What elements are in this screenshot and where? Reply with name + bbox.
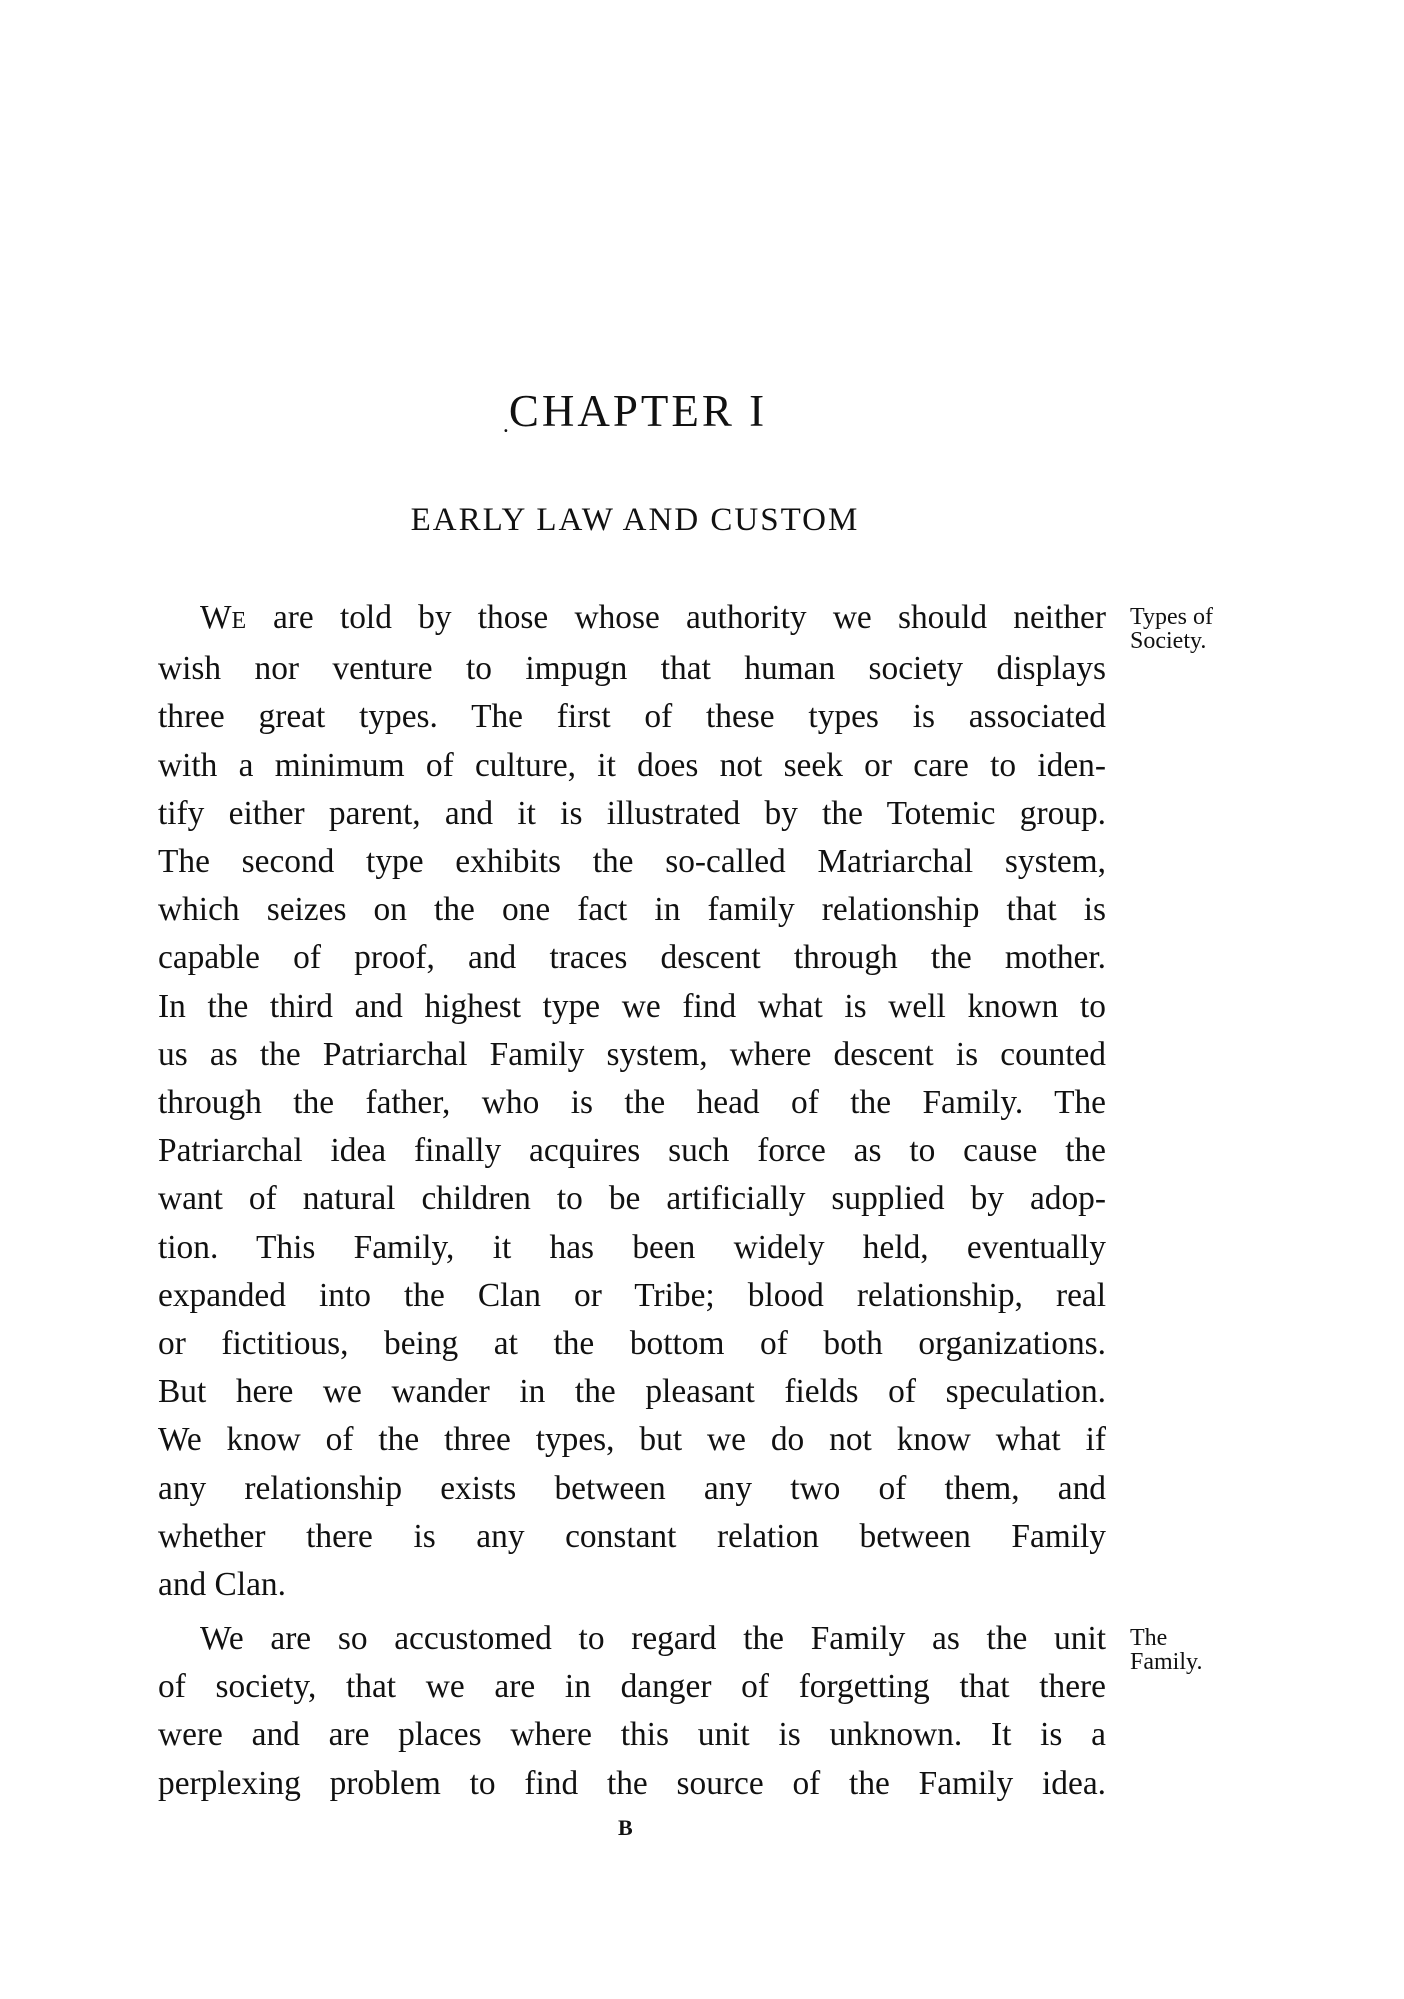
paragraph-line: of society, that we are in danger of forgetting that there [158, 1668, 1106, 1706]
paragraph-line: We know of the three types, but we do not know what if [158, 1421, 1106, 1459]
paragraph-1 [158, 594, 1106, 1609]
paragraph-line: In the third and highest type we find what is well known to [158, 987, 1106, 1025]
signature-mark: B [618, 1815, 633, 1840]
paragraph-line: tify either parent, and it is illustrated by the Totemic group. [158, 794, 1106, 832]
paragraph-line: want of natural children to be artificially supplied by adop- [158, 1180, 1106, 1218]
paragraph-line: any relationship exists between any two of them, and [158, 1469, 1106, 1507]
paragraph-line: But here we wander in the pleasant fields of speculation. [158, 1373, 1106, 1411]
paragraph-line: We are so accustomed to regard the Family as the unit [200, 1620, 1106, 1657]
side-note-the-family [1130, 1626, 1270, 1674]
chapter-heading-text: CHAPTER I [508, 386, 768, 436]
paragraph-line: perplexing problem to find the source of the Family idea. [158, 1764, 1106, 1802]
paragraph-line: capable of proof, and traces descent through the mother. [158, 939, 1106, 977]
chapter-title: EARLY LAW AND CUSTOM [410, 502, 860, 538]
paragraph-line: with a minimum of culture, it does not seek or care to iden- [158, 746, 1106, 784]
side-note-line: Family. [1130, 1649, 1203, 1675]
paragraph-line: Patriarchal idea finally acquires such force as to cause the [158, 1132, 1106, 1170]
paragraph-line: WE are told by those whose authority we should neither [200, 599, 1106, 636]
side-note-line: The [1130, 1625, 1168, 1651]
paragraph-line: or fictitious, being at the bottom of both organizations. [158, 1325, 1106, 1363]
side-note-line: Types of [1130, 604, 1213, 630]
paragraph-line: The second type exhibits the so-called Matriarchal system, [158, 843, 1106, 881]
paragraph-line: us as the Patriarchal Family system, where descent is counted [158, 1035, 1106, 1073]
small-caps-rest: E [231, 608, 247, 634]
paragraph-line: and Clan. [158, 1566, 286, 1604]
paragraph-2 [158, 1615, 1106, 1808]
paragraph-line: which seizes on the one fact in family relationship that is [158, 891, 1106, 929]
paragraph-line: through the father, who is the head of the Family. The [158, 1084, 1106, 1122]
drop-initial: W [200, 599, 232, 636]
paragraph-line: expanded into the Clan or Tribe; blood relationship, real [158, 1276, 1106, 1314]
paragraph-line: were and are places where this unit is unknown. It is a [158, 1716, 1106, 1754]
side-note-line: Society. [1130, 628, 1207, 654]
paragraph-line: wish nor venture to impugn that human society displays [158, 650, 1106, 688]
paragraph-line: tion. This Family, it has been widely held, eventually [158, 1228, 1106, 1266]
chapter-heading [0, 385, 1270, 439]
paragraph-line: three great types. The first of these types is associated [158, 698, 1106, 736]
paragraph-line: whether there is any constant relation between Family [158, 1517, 1106, 1555]
side-note-types-of-society [1130, 605, 1270, 653]
chapter-mark: . [502, 412, 509, 438]
